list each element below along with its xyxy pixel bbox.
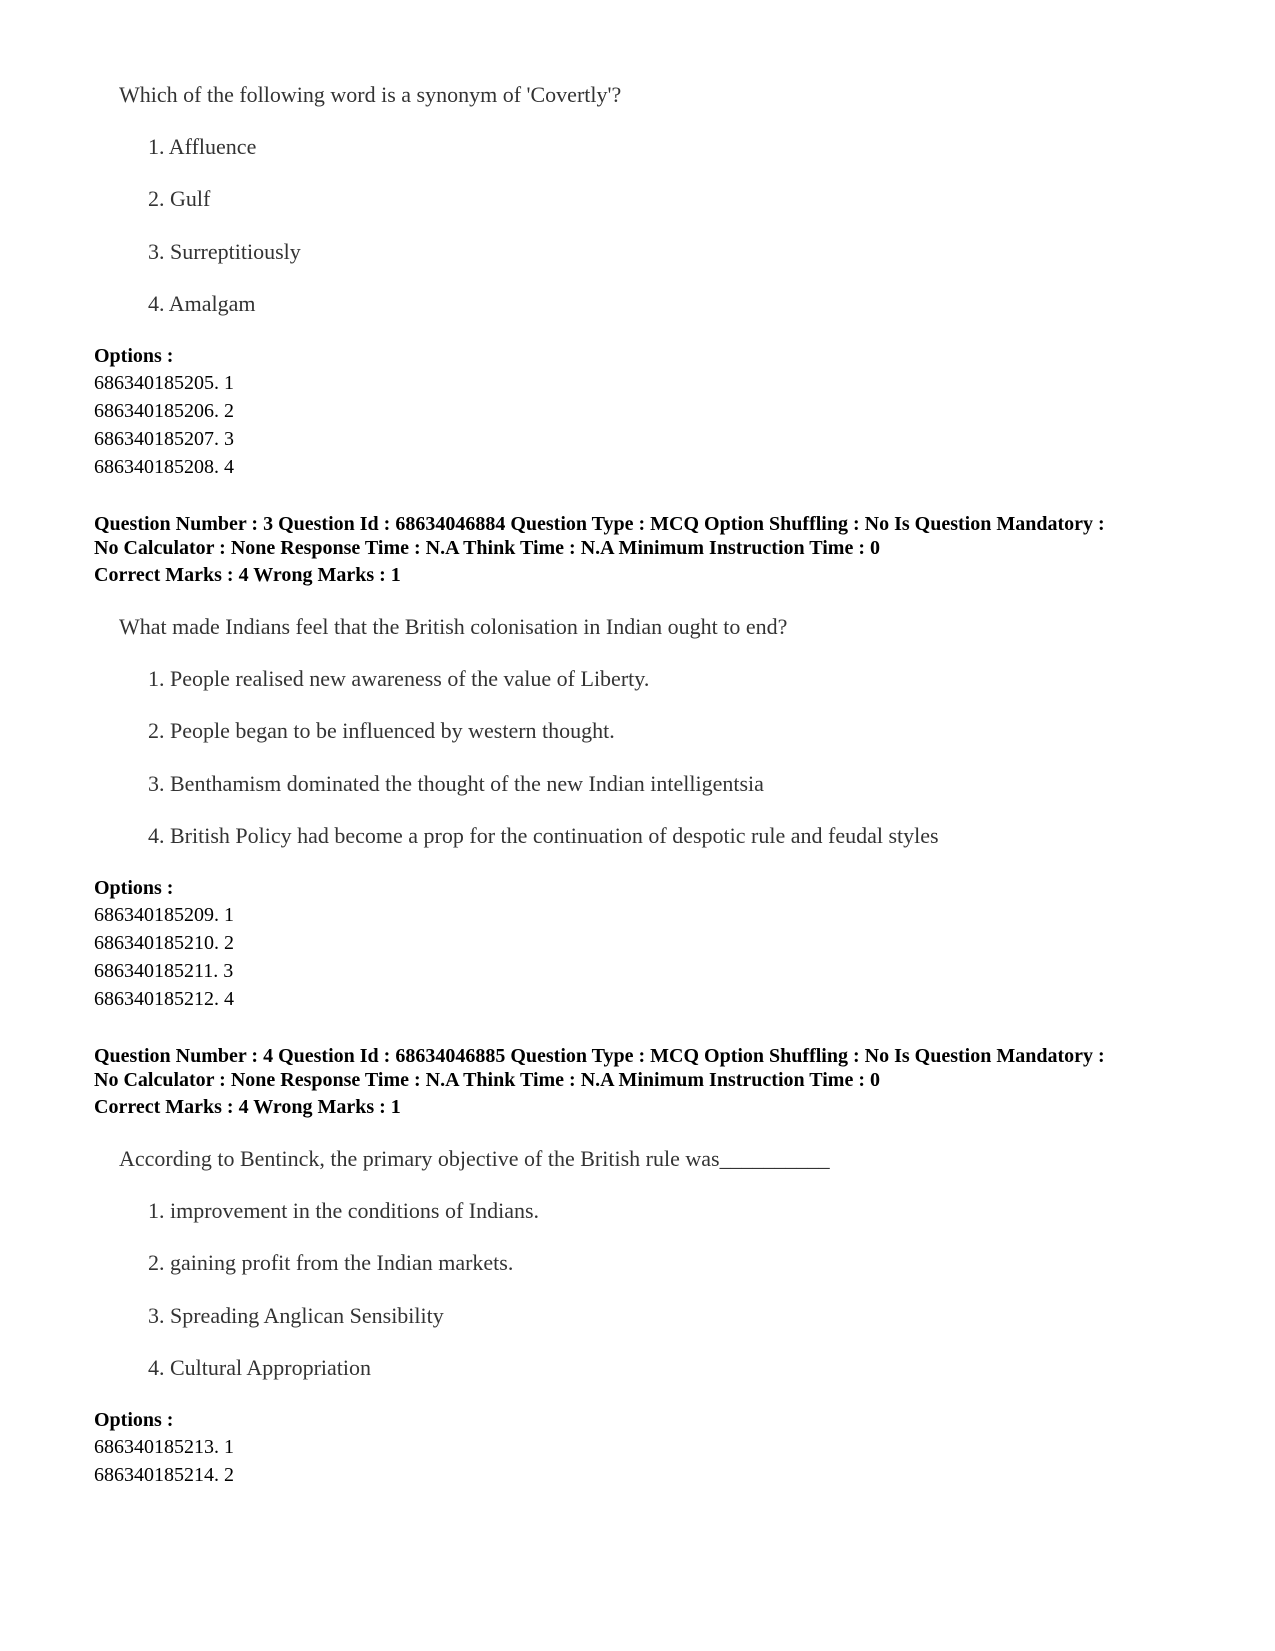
question-3-option-2: 686340185210. 2 (94, 932, 234, 954)
question-3-marks: Correct Marks : 4 Wrong Marks : 1 (94, 564, 401, 586)
question-3-options-label: Options : (94, 877, 174, 899)
question-4-choice-2: 2. gaining profit from the Indian markets. (148, 1250, 514, 1275)
question-3-meta-line-2: No Calculator : None Response Time : N.A Think Time : N.A Minimum Instruction Time : 0 (94, 537, 880, 559)
question-2-option-1: 686340185205. 1 (94, 372, 234, 394)
question-2-choice-4: 4. Amalgam (148, 291, 256, 316)
question-3-option-1: 686340185209. 1 (94, 904, 234, 926)
question-4-option-2: 686340185214. 2 (94, 1464, 234, 1486)
question-3-choice-4: 4. British Policy had become a prop for the continuation of despotic rule and feudal styles (148, 823, 939, 848)
question-2-text: Which of the following word is a synonym of 'Covertly'? (119, 82, 622, 107)
question-4-options-label: Options : (94, 1409, 174, 1431)
question-2-option-4: 686340185208. 4 (94, 456, 234, 478)
question-4-choice-4: 4. Cultural Appropriation (148, 1355, 372, 1380)
question-3-meta (94, 512, 1194, 560)
question-3-option-4: 686340185212. 4 (94, 988, 234, 1010)
question-3-choice-2: 2. People began to be influenced by western thought. (148, 718, 615, 743)
question-2-choice-3: 3. Surreptitiously (148, 239, 301, 264)
question-4-marks: Correct Marks : 4 Wrong Marks : 1 (94, 1096, 401, 1118)
question-3-option-3: 686340185211. 3 (94, 960, 234, 982)
question-4-meta-line-2: No Calculator : None Response Time : N.A Think Time : N.A Minimum Instruction Time : 0 (94, 1069, 880, 1091)
question-4-meta-line-1: Question Number : 4 Question Id : 68634046885 Question Type : MCQ Option Shuffling : No Is Question Mandatory : (94, 1045, 1105, 1067)
question-3-choice-1: 1. People realised new awareness of the value of Liberty. (148, 666, 650, 691)
question-2-choice-2: 2. Gulf (148, 186, 211, 211)
question-3-choice-3: 3. Benthamism dominated the thought of the new Indian intelligentsia (148, 771, 764, 796)
question-4-option-1: 686340185213. 1 (94, 1436, 234, 1458)
question-2-option-2: 686340185206. 2 (94, 400, 234, 422)
question-2-options-label: Options : (94, 345, 174, 367)
question-2-option-3: 686340185207. 3 (94, 428, 234, 450)
question-4-text: According to Bentinck, the primary objective of the British rule was__________ (119, 1146, 830, 1171)
question-3-text: What made Indians feel that the British colonisation in Indian ought to end? (119, 614, 788, 639)
question-4-choice-1: 1. improvement in the conditions of Indians. (148, 1198, 540, 1223)
question-4-choice-3: 3. Spreading Anglican Sensibility (148, 1303, 444, 1328)
question-4-meta (94, 1044, 1194, 1092)
question-2-choice-1: 1. Affluence (148, 134, 257, 159)
question-3-meta-line-1: Question Number : 3 Question Id : 68634046884 Question Type : MCQ Option Shuffling : No Is Question Mandatory : (94, 513, 1105, 535)
